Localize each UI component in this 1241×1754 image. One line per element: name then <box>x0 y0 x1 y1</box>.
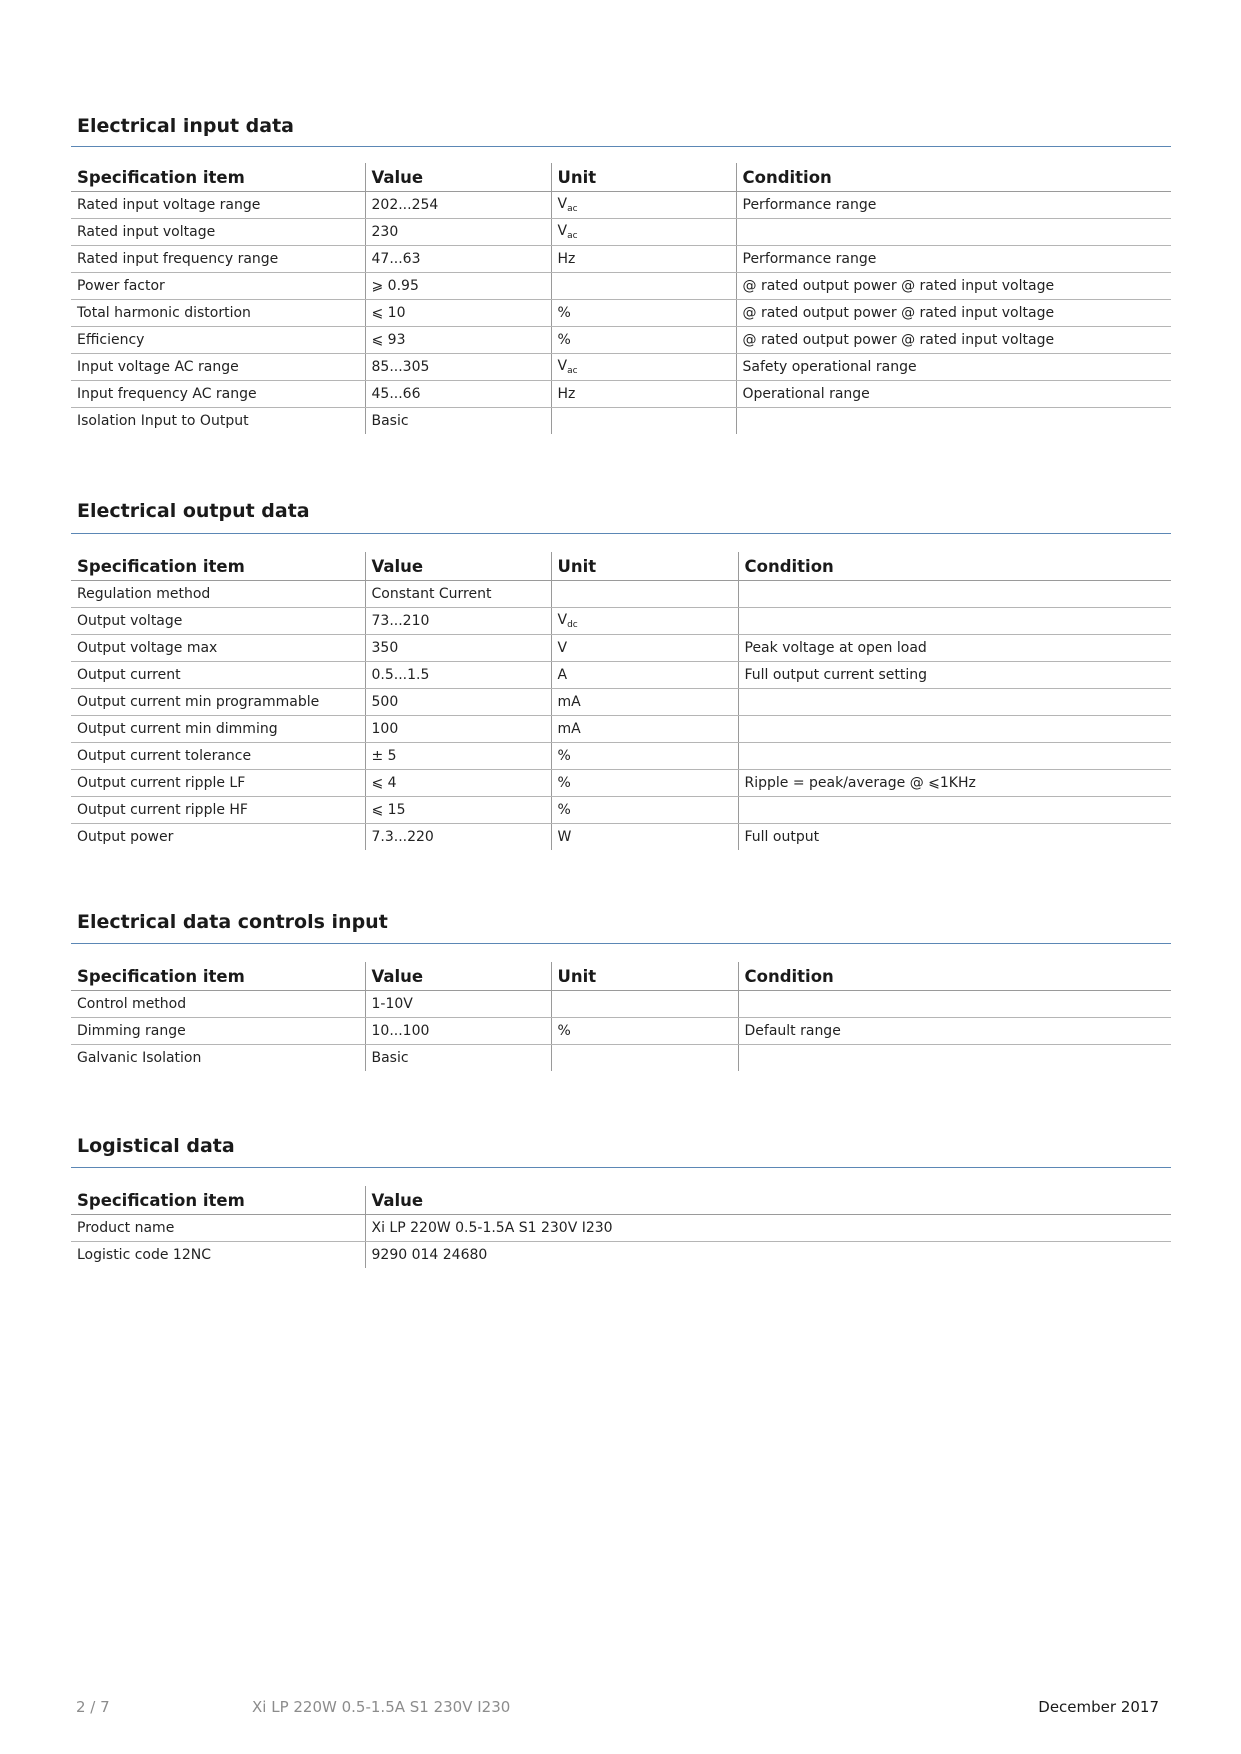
table-row <box>71 246 1171 273</box>
spec-item: Output voltage <box>71 608 365 635</box>
spec-unit: Hz <box>551 246 736 273</box>
spec-value: Basic <box>365 1045 551 1072</box>
spec-item: Rated input voltage range <box>71 192 365 219</box>
table-row <box>71 273 1171 300</box>
column-header: Value <box>365 163 551 192</box>
table-row <box>71 1045 1171 1072</box>
spec-condition <box>738 743 1171 770</box>
spec-item: Rated input voltage <box>71 219 365 246</box>
spec-value: 230 <box>365 219 551 246</box>
spec-item: Output current min programmable <box>71 689 365 716</box>
table-header-row <box>71 962 1171 991</box>
table-row <box>71 716 1171 743</box>
spec-condition <box>738 991 1171 1018</box>
page-number: 2 / 7 <box>76 1698 110 1716</box>
spec-item: Output current <box>71 662 365 689</box>
spec-item: Output voltage max <box>71 635 365 662</box>
column-header: Value <box>365 1186 1171 1215</box>
section-divider <box>71 146 1171 147</box>
spec-value: 7.3...220 <box>365 824 551 851</box>
spec-value: 500 <box>365 689 551 716</box>
spec-condition: Full output current setting <box>738 662 1171 689</box>
spec-unit: $V_{ac}$ <box>551 354 736 381</box>
spec-item: Logistic code 12NC <box>77 1247 211 1263</box>
column-header: Unit <box>551 552 738 581</box>
table-row <box>71 1242 1171 1269</box>
table-row <box>71 797 1171 824</box>
spec-value: 0.5...1.5 <box>365 662 551 689</box>
spec-value: ⩽ 10 <box>365 300 551 327</box>
spec-value: 202...254 <box>365 192 551 219</box>
table-row <box>71 581 1171 608</box>
column-header: Specification item <box>71 1186 365 1215</box>
spec-unit <box>551 991 738 1018</box>
spec-item: Total harmonic distortion <box>71 300 365 327</box>
column-header: Condition <box>738 552 1171 581</box>
column-header: Unit <box>551 962 738 991</box>
spec-condition: Performance range <box>736 192 1171 219</box>
spec-value: 10...100 <box>365 1018 551 1045</box>
spec-condition <box>738 797 1171 824</box>
spec-unit: $V_{dc}$ <box>551 608 738 635</box>
spec-condition <box>738 716 1171 743</box>
spec-condition <box>736 219 1171 246</box>
spec-table <box>71 1186 1171 1268</box>
spec-condition: Full output <box>738 824 1171 851</box>
spec-value: Constant Current <box>365 581 551 608</box>
spec-unit <box>551 581 738 608</box>
table-row <box>71 824 1171 851</box>
section-title: Electrical output data <box>77 500 310 522</box>
spec-condition: Ripple = peak/average @ ⩽1KHz <box>738 770 1171 797</box>
table-row <box>71 689 1171 716</box>
column-header: Condition <box>738 962 1171 991</box>
spec-item: Control method <box>71 991 365 1018</box>
spec-condition: @ rated output power @ rated input voltage <box>736 327 1171 354</box>
spec-condition <box>738 689 1171 716</box>
spec-item: Output current ripple HF <box>71 797 365 824</box>
column-header: Specification item <box>71 163 365 192</box>
spec-condition <box>738 1045 1171 1072</box>
table-row <box>71 300 1171 327</box>
spec-value: 73...210 <box>365 608 551 635</box>
spec-unit: % <box>551 770 738 797</box>
spec-item: Dimming range <box>71 1018 365 1045</box>
spec-value: 350 <box>365 635 551 662</box>
section-divider <box>71 943 1171 944</box>
table-row <box>71 743 1171 770</box>
spec-condition: Peak voltage at open load <box>738 635 1171 662</box>
spec-condition: @ rated output power @ rated input voltage <box>736 300 1171 327</box>
spec-unit: % <box>551 300 736 327</box>
table-header-row <box>71 1186 1171 1215</box>
table-row <box>71 1215 1171 1242</box>
spec-unit: Hz <box>551 381 736 408</box>
spec-unit: % <box>551 743 738 770</box>
spec-value: ⩽ 93 <box>365 327 551 354</box>
spec-item: Power factor <box>71 273 365 300</box>
table-row <box>71 608 1171 635</box>
spec-item: Isolation Input to Output <box>77 413 249 429</box>
spec-item: Output power <box>77 829 174 845</box>
spec-unit: W <box>551 824 738 851</box>
spec-item: Output current ripple LF <box>71 770 365 797</box>
spec-condition: Operational range <box>736 381 1171 408</box>
spec-value: 45...66 <box>365 381 551 408</box>
spec-item: Input voltage AC range <box>71 354 365 381</box>
spec-item: Product name <box>71 1215 365 1242</box>
spec-unit: A <box>551 662 738 689</box>
spec-condition: Default range <box>738 1018 1171 1045</box>
spec-value: 1-10V <box>365 991 551 1018</box>
column-header: Value <box>365 962 551 991</box>
spec-unit <box>551 273 736 300</box>
spec-unit: mA <box>551 689 738 716</box>
column-header: Specification item <box>71 552 365 581</box>
section-title: Electrical input data <box>77 115 295 137</box>
spec-value: Xi LP 220W 0.5-1.5A S1 230V I230 <box>365 1215 1171 1242</box>
spec-unit: % <box>551 1018 738 1045</box>
footer-date: December 2017 <box>1038 1698 1159 1716</box>
section-divider <box>71 533 1171 534</box>
spec-condition: Safety operational range <box>736 354 1171 381</box>
spec-item: Efficiency <box>71 327 365 354</box>
spec-item: Galvanic Isolation <box>77 1050 202 1066</box>
column-header: Value <box>365 552 551 581</box>
spec-value: 9290 014 24680 <box>365 1242 1171 1269</box>
table-row <box>71 770 1171 797</box>
spec-value: 85...305 <box>365 354 551 381</box>
spec-value: 100 <box>365 716 551 743</box>
spec-unit: $V_{ac}$ <box>551 192 736 219</box>
section-title: Logistical data <box>77 1135 235 1157</box>
spec-condition <box>738 608 1171 635</box>
spec-table <box>71 962 1171 1071</box>
table-row <box>71 327 1171 354</box>
spec-item: Rated input frequency range <box>71 246 365 273</box>
spec-unit: % <box>551 797 738 824</box>
table-row <box>71 219 1171 246</box>
spec-item: Output current min dimming <box>71 716 365 743</box>
column-header: Specification item <box>71 962 365 991</box>
spec-unit: V <box>551 635 738 662</box>
footer-product-name: Xi LP 220W 0.5-1.5A S1 230V I230 <box>252 1698 511 1716</box>
spec-value: ± 5 <box>365 743 551 770</box>
table-row <box>71 1018 1171 1045</box>
spec-table <box>71 163 1171 434</box>
column-header: Unit <box>551 163 736 192</box>
spec-unit <box>551 408 736 435</box>
spec-item: Regulation method <box>71 581 365 608</box>
spec-condition <box>736 408 1171 435</box>
spec-item: Input frequency AC range <box>71 381 365 408</box>
spec-unit: mA <box>551 716 738 743</box>
table-row <box>71 381 1171 408</box>
spec-condition <box>738 581 1171 608</box>
spec-condition: @ rated output power @ rated input voltage <box>736 273 1171 300</box>
table-row <box>71 408 1171 435</box>
spec-unit: % <box>551 327 736 354</box>
table-header-row <box>71 552 1171 581</box>
table-row <box>71 354 1171 381</box>
spec-unit: $V_{ac}$ <box>551 219 736 246</box>
table-row <box>71 635 1171 662</box>
table-row <box>71 662 1171 689</box>
table-row <box>71 192 1171 219</box>
table-header-row <box>71 163 1171 192</box>
column-header: Condition <box>736 163 1171 192</box>
spec-value: 47...63 <box>365 246 551 273</box>
section-divider <box>71 1167 1171 1168</box>
spec-value: ⩽ 4 <box>365 770 551 797</box>
table-row <box>71 991 1171 1018</box>
spec-value: Basic <box>365 408 551 435</box>
spec-condition: Performance range <box>736 246 1171 273</box>
spec-item: Output current tolerance <box>71 743 365 770</box>
spec-unit <box>551 1045 738 1072</box>
spec-table <box>71 552 1171 850</box>
spec-value: ⩽ 15 <box>365 797 551 824</box>
spec-value: ⩾ 0.95 <box>365 273 551 300</box>
section-title: Electrical data controls input <box>77 911 388 933</box>
